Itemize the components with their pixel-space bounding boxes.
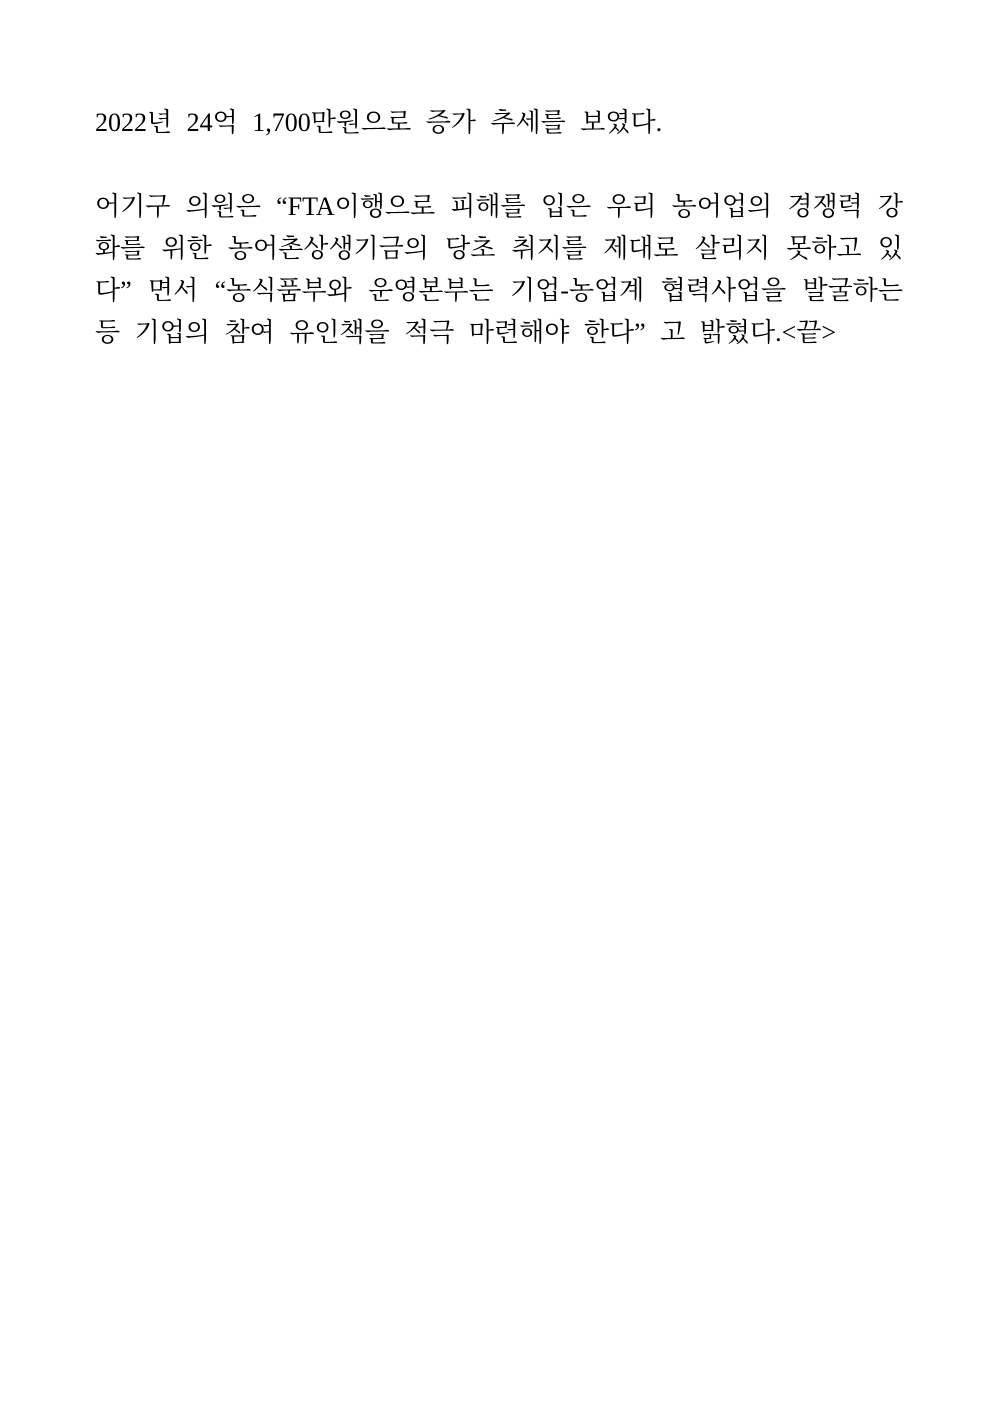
paragraph-fund-trend: 2022년 24억 1,700만원으로 증가 추세를 보였다. — [95, 108, 663, 137]
paragraph-lawmaker-quote: 어기구 의원은 “FTA이행으로 피해를 입은 우리 농어업의 경쟁력 강화를 위한 농어촌상생기금의 당초 취지를 제대로 살리지 못하고 있다” 면서 “농식품부와 운영본부는 기업-농업계 협력사업을 발굴하는 등 기업의 참여 유인책을 적극 마련해야 한다” 고 밝혔다.<끝> — [95, 192, 903, 347]
document-body — [95, 102, 903, 354]
